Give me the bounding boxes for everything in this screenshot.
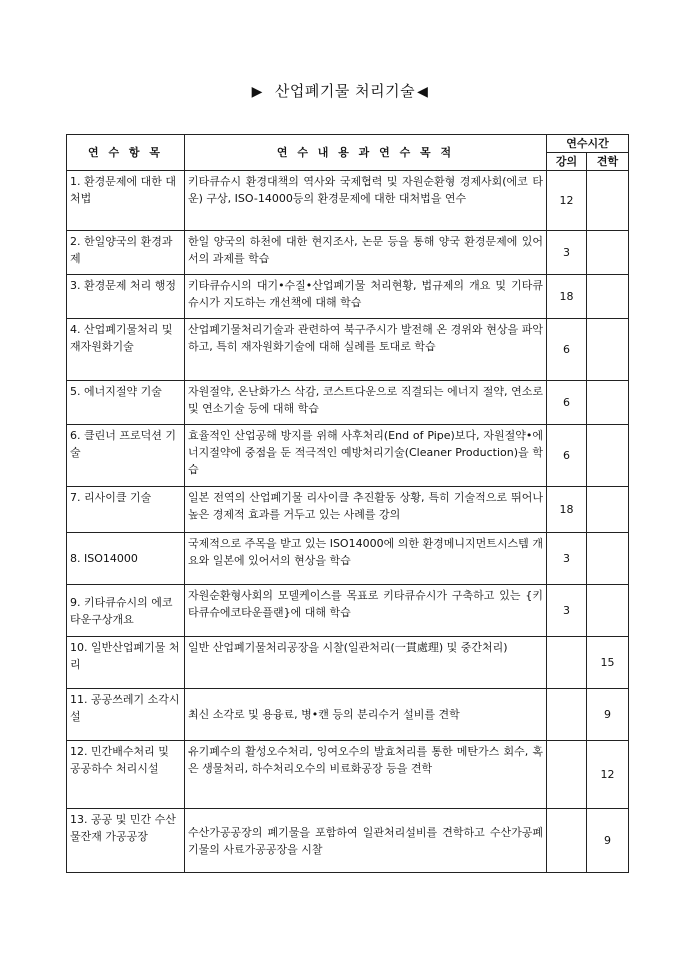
table-row <box>67 585 629 637</box>
table-row <box>67 533 629 585</box>
row-tour-hours <box>587 533 629 585</box>
header-tour: 견학 <box>587 153 629 171</box>
row-item: 3. 환경문제 처리 행정 <box>67 275 185 319</box>
row-lecture-hours <box>547 741 587 809</box>
row-content: 자원절약, 온난화가스 삭감, 코스트다운으로 직결되는 에너지 절약, 연소로 및 연소기술 등에 대해 학습 <box>185 381 547 425</box>
row-content: 효율적인 산업공해 방지를 위해 사후처리(End of Pipe)보다, 자원절약•에너지절약에 중점을 둔 적극적인 예방처리기술(Cleaner Production)을 학습 <box>185 425 547 487</box>
row-lecture-hours: 18 <box>547 487 587 533</box>
row-item: 6. 클린너 프로덕션 기술 <box>67 425 185 487</box>
play-left-icon: ◀ <box>417 84 429 100</box>
row-tour-hours <box>587 381 629 425</box>
row-lecture-hours: 3 <box>547 585 587 637</box>
row-item: 2. 한일양국의 환경과제 <box>67 231 185 275</box>
header-content: 연 수 내 용 과 연 수 목 적 <box>185 135 547 171</box>
table-row <box>67 689 629 741</box>
row-item: 10. 일반산업폐기물 처리 <box>67 637 185 689</box>
row-lecture-hours: 12 <box>547 171 587 231</box>
table-row <box>67 171 629 231</box>
play-right-icon: ▶ <box>251 84 263 100</box>
row-lecture-hours: 6 <box>547 381 587 425</box>
row-lecture-hours <box>547 689 587 741</box>
row-content: 한일 양국의 하천에 대한 현지조사, 논문 등을 통해 양국 환경문제에 있어서의 과제를 학습 <box>185 231 547 275</box>
header-lecture: 강의 <box>547 153 587 171</box>
page-title-text: 산업폐기물 처리기술 <box>274 82 416 100</box>
row-item: 7. 리사이클 기술 <box>67 487 185 533</box>
row-item: 8. ISO14000 <box>67 533 185 585</box>
row-content: 일본 전역의 산업폐기물 리사이클 추진활동 상황, 특히 기술적으로 뛰어나 높은 경제적 효과를 거두고 있는 사례를 강의 <box>185 487 547 533</box>
row-item: 4. 산업폐기물처리 및 재자원화기술 <box>67 319 185 381</box>
row-tour-hours <box>587 319 629 381</box>
course-table <box>66 134 629 873</box>
table-row <box>67 381 629 425</box>
row-item: 11. 공공쓰레기 소각시설 <box>67 689 185 741</box>
row-content: 수산가공공장의 폐기물을 포함하여 일관처리설비를 견학하고 수산가공폐기물의 사료가공공장을 시찰 <box>185 809 547 873</box>
row-content: 일반 산업폐기물처리공장을 시찰(일관처리(一貫處理) 및 중간처리) <box>185 637 547 689</box>
row-tour-hours <box>587 585 629 637</box>
table-row <box>67 487 629 533</box>
row-item: 1. 환경문제에 대한 대처법 <box>67 171 185 231</box>
row-tour-hours <box>587 171 629 231</box>
row-tour-hours <box>587 275 629 319</box>
row-lecture-hours: 3 <box>547 533 587 585</box>
row-tour-hours <box>587 487 629 533</box>
row-lecture-hours: 6 <box>547 319 587 381</box>
row-tour-hours <box>587 231 629 275</box>
header-item: 연 수 항 목 <box>67 135 185 171</box>
table-row <box>67 319 629 381</box>
row-lecture-hours: 6 <box>547 425 587 487</box>
row-content: 국제적으로 주목을 받고 있는 ISO14000에 의한 환경메니지먼트시스템 개요와 일본에 있어서의 현상을 학습 <box>185 533 547 585</box>
header-hours: 연수시간 <box>547 135 629 153</box>
row-content: 최신 소각로 및 용융료, 병•캔 등의 분리수거 설비를 견학 <box>185 689 547 741</box>
row-content: 키타큐슈시의 대기•수질•산업폐기물 처리현황, 법규제의 개요 및 기타큐슈시가 지도하는 개선책에 대해 학습 <box>185 275 547 319</box>
row-lecture-hours: 18 <box>547 275 587 319</box>
table-row <box>67 425 629 487</box>
row-item: 5. 에너지절약 기술 <box>67 381 185 425</box>
row-lecture-hours: 3 <box>547 231 587 275</box>
table-row <box>67 809 629 873</box>
row-content: 유기폐수의 활성오수처리, 잉여오수의 발효처리를 통한 메탄가스 회수, 혹은 생물처리, 하수처리오수의 비료화공장 등을 견학 <box>185 741 547 809</box>
row-tour-hours: 9 <box>587 809 629 873</box>
row-item: 9. 키타큐슈시의 에코타운구상개요 <box>67 585 185 637</box>
row-tour-hours: 15 <box>587 637 629 689</box>
table-row <box>67 637 629 689</box>
row-lecture-hours <box>547 809 587 873</box>
table-row <box>67 741 629 809</box>
row-content: 자원순환형사회의 모델케이스를 목표로 키타큐슈시가 구축하고 있는 {키타큐슈에코타운플랜}에 대해 학습 <box>185 585 547 637</box>
row-item: 13. 공공 및 민간 수산물잔재 가공공장 <box>67 809 185 873</box>
row-item: 12. 민간배수처리 및 공공하수 처리시설 <box>67 741 185 809</box>
row-lecture-hours <box>547 637 587 689</box>
page-title <box>0 80 680 101</box>
table-row <box>67 275 629 319</box>
row-tour-hours: 9 <box>587 689 629 741</box>
table-row <box>67 231 629 275</box>
row-content: 산업폐기물처리기술과 관련하여 북구주시가 발전해 온 경위와 현상을 파악하고, 특히 재자원화기술에 대해 실례를 토대로 학습 <box>185 319 547 381</box>
row-tour-hours: 12 <box>587 741 629 809</box>
row-tour-hours <box>587 425 629 487</box>
row-content: 키타큐슈시 환경대책의 역사와 국제협력 및 자원순환형 경제사회(에코 타운) 구상, ISO-14000등의 환경문제에 대한 대처법을 연수 <box>185 171 547 231</box>
